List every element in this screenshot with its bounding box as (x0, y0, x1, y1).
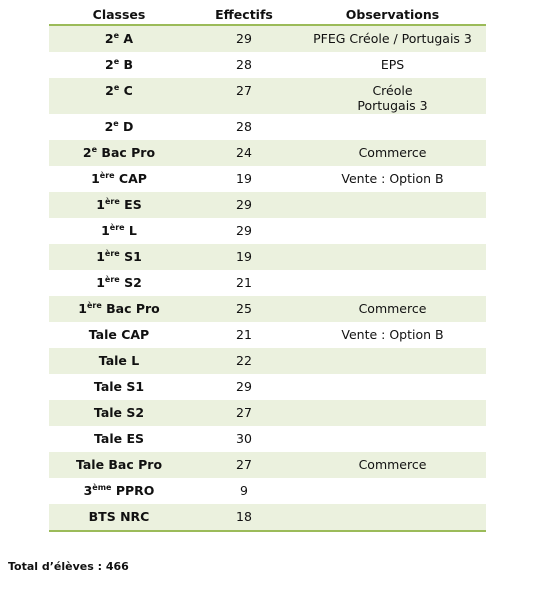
class-cell (49, 26, 189, 52)
table-row (49, 52, 486, 78)
class-superscript: ère (86, 301, 102, 310)
observation-cell (299, 400, 486, 426)
count-cell: 27 (236, 405, 252, 420)
class-cell (49, 296, 189, 322)
class-suffix: CAP (114, 171, 147, 186)
table-body (49, 26, 486, 532)
class-name: 2 (104, 119, 114, 134)
table-row (49, 504, 486, 532)
count-cell: 18 (236, 509, 252, 524)
class-name: Tale L (98, 353, 140, 368)
observation-cell (299, 322, 486, 348)
class-name: BTS NRC (88, 509, 150, 524)
count-cell: 29 (236, 223, 252, 238)
class-superscript: ère (99, 171, 115, 180)
class-cell (49, 52, 189, 78)
class-superscript: ère (104, 275, 120, 284)
observation-cell (299, 270, 486, 296)
observation-text: Vente : Option B (341, 171, 444, 186)
class-cell (49, 348, 189, 374)
class-name: Tale Bac Pro (75, 457, 163, 472)
header-classes: Classes (92, 7, 146, 22)
observation-cell (299, 52, 486, 78)
count-cell: 28 (236, 57, 252, 72)
class-superscript: e (113, 57, 120, 66)
observation-cell (299, 374, 486, 400)
table-row (49, 426, 486, 452)
class-cell (49, 218, 189, 244)
class-suffix: S2 (119, 275, 142, 290)
class-cell (49, 114, 189, 140)
class-cell (49, 478, 189, 504)
class-cell (49, 166, 189, 192)
table-row (49, 166, 486, 192)
observation-text: Vente : Option B (341, 327, 444, 342)
table-row (49, 270, 486, 296)
class-table (49, 6, 486, 532)
header-observations: Observations (345, 7, 440, 22)
class-cell (49, 270, 189, 296)
table-row (49, 192, 486, 218)
class-superscript: e (113, 119, 119, 128)
class-cell (49, 452, 189, 478)
class-suffix: Bac Pro (97, 145, 156, 160)
observation-cell (299, 114, 486, 140)
class-suffix: ES (119, 197, 142, 212)
class-name: Tale S2 (93, 405, 145, 420)
count-cell: 30 (236, 431, 252, 446)
class-name: 2 (82, 145, 92, 160)
table-row (49, 296, 486, 322)
class-suffix: Bac Pro (101, 301, 160, 316)
class-superscript: ère (109, 223, 125, 232)
class-name: 1 (78, 301, 87, 316)
class-name: 2 (104, 31, 114, 46)
class-name: Tale ES (93, 431, 144, 446)
class-name: 1 (101, 223, 110, 238)
class-cell (49, 374, 189, 400)
count-cell: 25 (236, 301, 252, 316)
class-superscript: ème (92, 483, 112, 492)
count-cell: 21 (236, 327, 252, 342)
observation-cell (299, 78, 486, 114)
table-row (49, 218, 486, 244)
table-row (49, 348, 486, 374)
observation-text: Commerce (358, 457, 427, 472)
count-cell: 27 (236, 457, 252, 472)
class-suffix: B (119, 57, 134, 72)
count-cell: 21 (236, 275, 252, 290)
class-name: 1 (96, 197, 105, 212)
observation-text: Portugais 3 (357, 98, 428, 113)
observation-text: Commerce (358, 145, 427, 160)
class-name: Tale S1 (93, 379, 145, 394)
class-cell (49, 426, 189, 452)
total-students: Total d’élèves : 466 (8, 560, 129, 573)
class-name: Tale CAP (88, 327, 150, 342)
count-cell: 19 (236, 171, 252, 186)
class-suffix: L (124, 223, 137, 238)
count-cell: 22 (236, 353, 252, 368)
class-name: 1 (96, 249, 105, 264)
table-row (49, 322, 486, 348)
count-cell: 27 (236, 83, 252, 98)
table-header (49, 6, 486, 26)
class-name: 1 (96, 275, 105, 290)
observation-cell (299, 140, 486, 166)
observation-cell (299, 244, 486, 270)
class-cell (49, 140, 189, 166)
count-cell: 9 (240, 483, 248, 498)
table-row (49, 400, 486, 426)
observation-cell (299, 348, 486, 374)
table-row (49, 114, 486, 140)
class-suffix: PPRO (111, 483, 155, 498)
table-row (49, 78, 486, 114)
observation-text: PFEG Créole / Portugais 3 (313, 31, 472, 46)
observation-cell (299, 504, 486, 530)
observation-cell (299, 166, 486, 192)
count-cell: 28 (236, 119, 252, 134)
class-suffix: A (119, 31, 134, 46)
observation-text: Commerce (358, 301, 427, 316)
class-name: 1 (91, 171, 100, 186)
header-effectifs: Effectifs (215, 7, 273, 22)
count-cell: 29 (236, 31, 252, 46)
observation-cell (299, 478, 486, 504)
class-superscript: e (113, 83, 120, 92)
table-row (49, 478, 486, 504)
table-row (49, 140, 486, 166)
class-cell (49, 244, 189, 270)
class-cell (49, 504, 189, 530)
class-name: 2 (105, 83, 114, 98)
table-row (49, 244, 486, 270)
observation-cell (299, 192, 486, 218)
count-cell: 29 (236, 379, 252, 394)
class-superscript: e (91, 145, 98, 154)
class-cell (49, 322, 189, 348)
observation-cell (299, 426, 486, 452)
class-cell (49, 78, 189, 114)
count-cell: 24 (236, 145, 252, 160)
class-suffix: C (119, 83, 133, 98)
class-cell (49, 400, 189, 426)
table-row (49, 452, 486, 478)
class-name: 2 (104, 57, 114, 72)
observation-cell (299, 26, 486, 52)
class-superscript: ère (104, 249, 120, 258)
observation-cell (299, 218, 486, 244)
observation-text: Créole (372, 83, 413, 98)
class-superscript: e (113, 31, 120, 40)
table-row (49, 374, 486, 400)
class-superscript: ère (105, 197, 120, 206)
observation-cell (299, 452, 486, 478)
count-cell: 19 (236, 249, 252, 264)
table-row (49, 26, 486, 52)
class-suffix: D (118, 119, 134, 134)
count-cell: 29 (236, 197, 252, 212)
observation-text: EPS (380, 57, 405, 72)
class-cell (49, 192, 189, 218)
class-name: 3 (83, 483, 93, 498)
observation-cell (299, 296, 486, 322)
class-suffix: S1 (119, 249, 142, 264)
